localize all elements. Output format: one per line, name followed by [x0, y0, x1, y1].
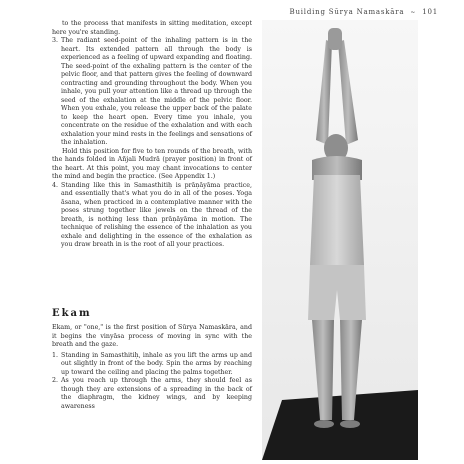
yoga-mat	[262, 390, 418, 460]
page-number: 101	[422, 8, 438, 16]
section-heading: Ekam	[52, 308, 92, 319]
list-item-3	[52, 37, 252, 148]
yoga-photo	[262, 20, 418, 460]
main-text-column	[52, 20, 252, 250]
list-item-text: The radiant seed-point of the inhaling pattern is in the heart. Its extended pattern all through the body is experienced as a feeling of upward expanding and floating. The seed-point of the exhaling pattern is the center of the pelvic floor, and that pattern gives the feeling of downward contracting and grounding throughout the body. When you inhale, you pull your attention like a thread up through the seed of the exhalation at the middle of the pelvic floor. When you exhale, you release the upper back of the palate to keep the heart open. Every time you inhale, you concentrate on the residue of the exhalation and with each exhalation your mind rests in the feelings and sensations of the inhalation.	[61, 37, 252, 146]
list-item-number: 1.	[52, 351, 59, 359]
continuation-paragraph: to the process that manifests in sitting meditation, except here you're standing.	[52, 20, 252, 36]
hold-paragraph: Hold this position for five to ten rounds of the breath, with the hands folded in Añjali Mudrā (prayer position) in front of the heart. At this point, you may chant invocations to center the mind and begin the practice. (See Appendix 1.)	[52, 147, 252, 180]
left-foot	[314, 420, 334, 428]
list-item-1	[52, 352, 252, 378]
section-intro: Ekam, or "one," is the first position of Sūrya Namaskāra, and it begins the vinyāsa process of moving in sync with the breath and the gaze.	[52, 324, 252, 348]
list-item-text: Standing like this in Samasthitiḥ is prāṇāyāma practice, and essentially that's what you do in all of the poses. Yoga āsana, when practiced in a contemplative manner with the poses strung together like jewels on the thread of the breath, is nothing less than prāṇāyāma in motion. The technique of relishing the essence of the inhalation as you exhale and delighting in the essence of the exhalation as you draw breath in is the root of all your practices.	[61, 181, 252, 248]
list-item-text: As you reach up through the arms, they should feel as though they are extensions of a spreading in the back of the diaphragm, the kidney wings, and by keeping awareness	[61, 377, 252, 410]
hands	[328, 28, 342, 50]
list-item-text: Standing in Samasthitiḥ, inhale as you lift the arms up and out slightly in front of the body. Spin the arms by reaching up toward the ceiling and placing the palms together.	[61, 351, 252, 376]
running-head-separator: ~	[410, 8, 417, 16]
right-foot	[340, 420, 360, 428]
running-head	[290, 6, 439, 18]
list-item-number: 3.	[52, 37, 59, 44]
list-item-number: 2.	[52, 377, 59, 384]
list-item-4	[52, 182, 252, 250]
section-text	[52, 324, 252, 411]
list-item-number: 4.	[52, 181, 59, 189]
running-head-title: Building Sūrya Namaskāra	[289, 8, 405, 16]
tank-top	[310, 175, 364, 265]
list-item-2	[52, 377, 252, 411]
